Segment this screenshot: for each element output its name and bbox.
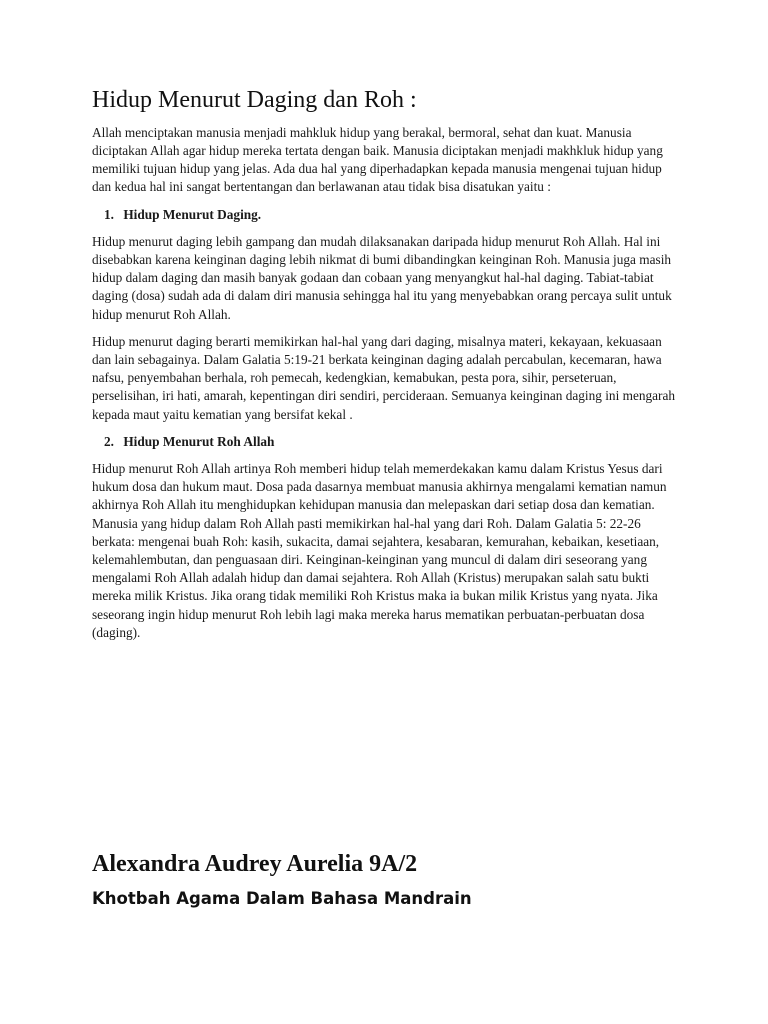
section-number: 1. bbox=[104, 206, 114, 222]
section-heading-text: Hidup Menurut Daging. bbox=[123, 206, 262, 222]
section-number: 2. bbox=[104, 433, 114, 449]
page-title: Hidup Menurut Daging dan Roh : bbox=[92, 87, 417, 113]
section-heading-roh-allah bbox=[92, 433, 682, 451]
section-paragraph: Hidup menurut daging lebih gampang dan mudah dilaksanakan daripada hidup menurut Roh Allah. Hal ini disebabkan karena keinginan daging lebih nikmat di bumi dibandingkan keinginan Roh. Manusia juga masih hidup dalam daging dan masih banyak godaan dan cobaan yang menyangkut hal-hal daging. Tabiat-tabiat daging (dosa) sudah ada di dalam diri manusia sehingga hal itu yang menyebabkan orang percaya sulit untuk hidup menurut Roh Allah. bbox=[92, 233, 672, 322]
section-heading-daging bbox=[92, 206, 682, 224]
document-subtitle: Khotbah Agama Dalam Bahasa Mandrain bbox=[92, 889, 472, 908]
author-name: Alexandra Audrey Aurelia 9A/2 bbox=[92, 851, 418, 877]
intro-paragraph: Allah menciptakan manusia menjadi mahkluk hidup yang berakal, bermoral, sehat dan kuat. Manusia diciptakan Allah agar hidup mereka tertata dengan baik. Manusia diciptakan menjadi makhkluk hidup yang memiliki tujuan hidup yang jelas. Ada dua hal yang diperhadapkan kepada manusia mengenai tujuan hidup dan kedua hal ini sangat bertentangan dan berlawanan atau tidak bisa disatukan yaitu : bbox=[92, 124, 663, 195]
section-paragraph: Hidup menurut Roh Allah artinya Roh memberi hidup telah memerdekakan kamu dalam Kristus Yesus dari hukum dosa dan hukum maut. Dosa pada dasarnya membuat manusia akhirnya mengalami kematian namun akhirnya Roh Allah itu menghidupkan kehidupan manusia dan melepaskan dari setiap dosa dan kematian. Manusia yang hidup dalam Roh Allah pasti memikirkan hal-hal yang dari Roh. Dalam Galatia 5: 22-26 berkata: mengenai buah Roh: kasih, sukacita, damai sejahtera, kesabaran, kemurahan, kebaikan, kesetiaan, kelemahlembutan, dan penguasaan diri. Keinginan-keinginan yang muncul di dalam diri seseorang yang mengalami Roh Allah adalah hidup dan damai sejahtera. Roh Allah (Kristus) merupakan salah satu bukti mereka milik Kristus. Jika orang tidak memiliki Roh Kristus maka ia bukan milik Kristus yang nyata. Jika seseorang ingin hidup menurut Roh lebih lagi maka mereka harus mematikan perbuatan-perbuatan dosa (daging). bbox=[92, 461, 667, 640]
document-body bbox=[92, 86, 682, 651]
section-heading-text: Hidup Menurut Roh Allah bbox=[123, 433, 275, 449]
section-paragraph: Hidup menurut daging berarti memikirkan hal-hal yang dari daging, misalnya materi, kekayaan, kekuasaan dan lain sebagainya. Dalam Galatia 5:19-21 berkata keinginan daging adalah percabulan, kecemaran, hawa nafsu, penyembahan berhala, roh pemecah, kedengkian, kemabukan, pesta pora, sihir, perseteruan, perselisihan, iri hati, amarah, kepentingan diri sendiri, percideraan. Semuanya keinginan daging ini mengarah kepada maut yaitu kematian yang bersifat kekal . bbox=[92, 333, 676, 422]
